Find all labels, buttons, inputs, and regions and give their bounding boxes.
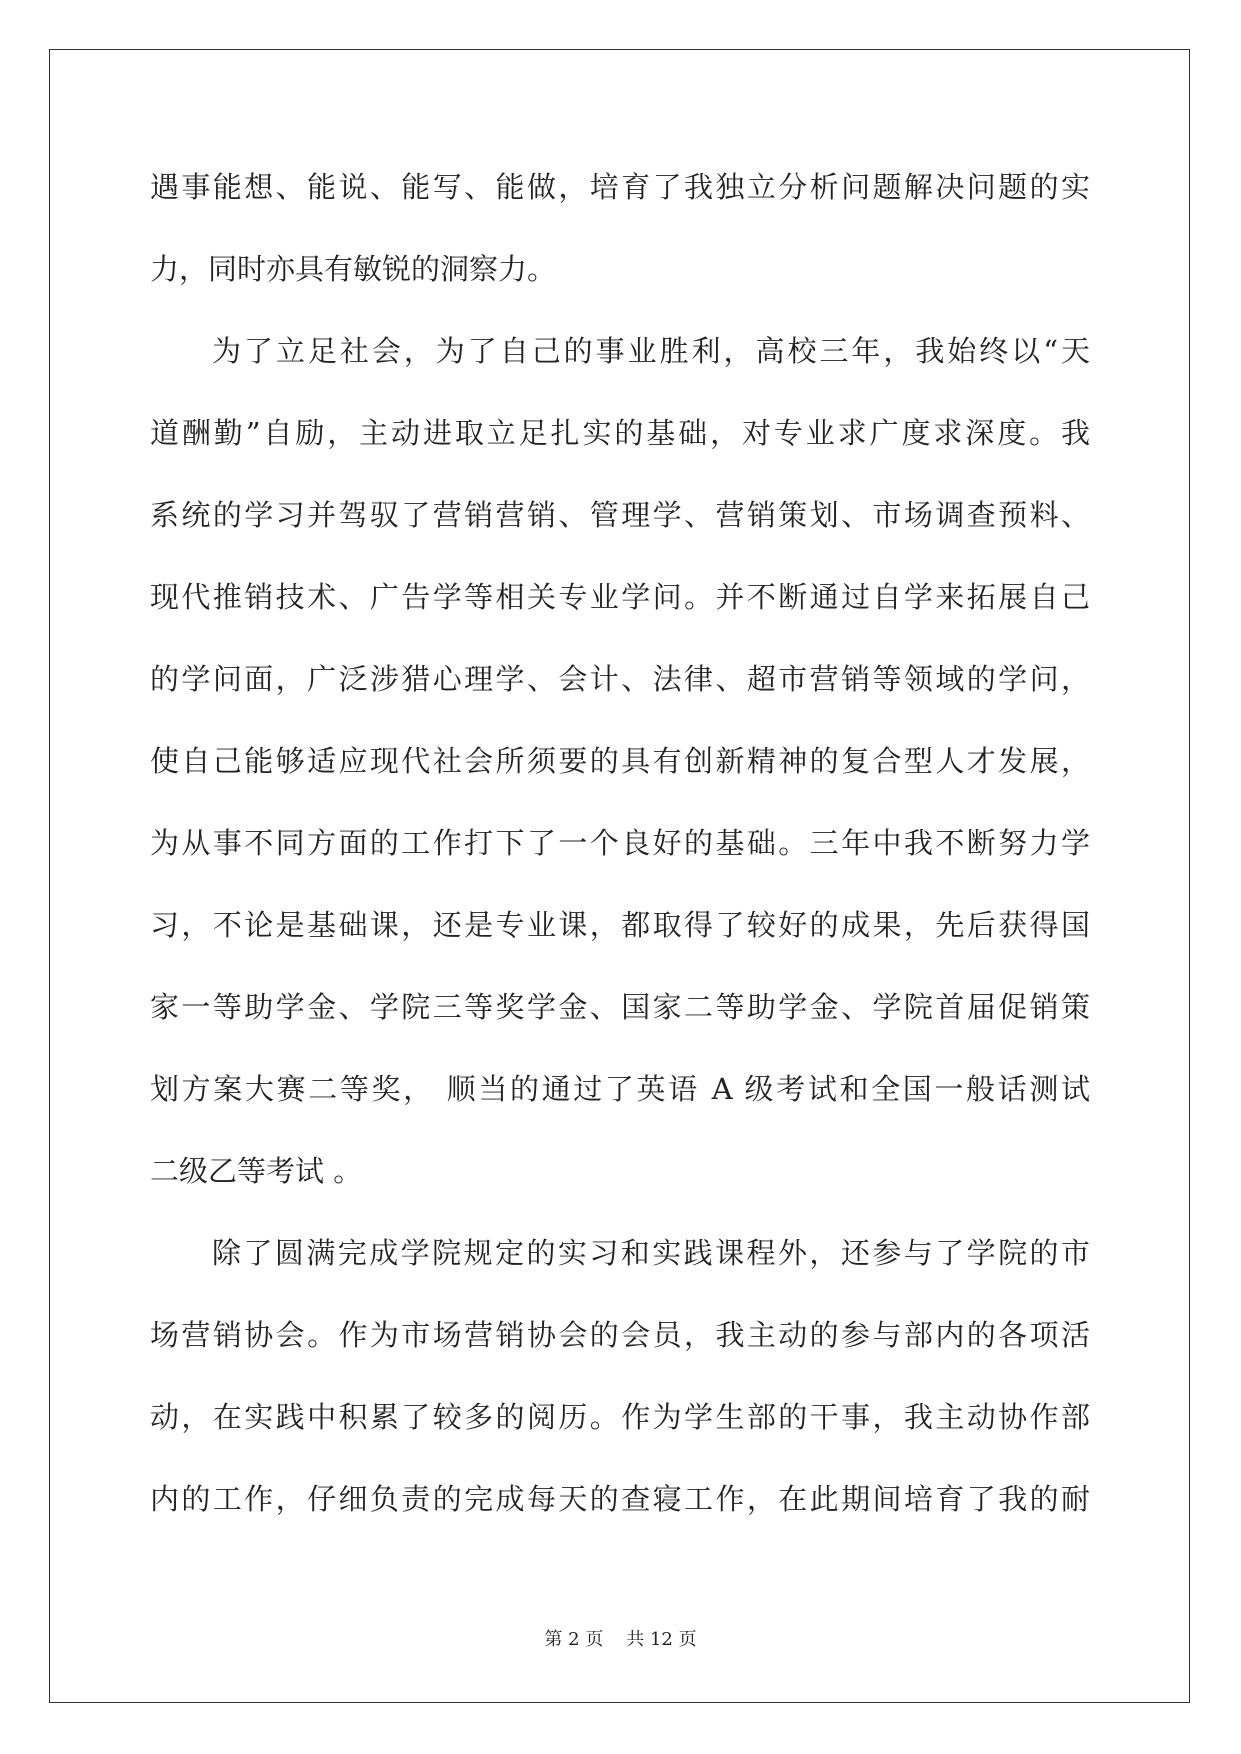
text-line: 二级乙等考试 。 <box>150 1154 363 1188</box>
paragraph-1 <box>150 167 1090 290</box>
document-body <box>150 167 1090 1520</box>
page-footer <box>0 1629 1241 1651</box>
text-line: 力，同时亦具有敏锐的洞察力。 <box>150 252 557 286</box>
text-line: 内的工作，仔细负责的完成每天的查寝工作，在此期间培育了我的耐 <box>150 1482 1090 1516</box>
text-line: 为从事不同方面的工作打下了一个良好的基础。三年中我不断努力学 <box>150 826 1090 860</box>
text-line: 除了圆满完成学院规定的实习和实践课程外，还参与了学院的市 <box>212 1236 1090 1270</box>
page-total: 共 12 页 <box>626 1629 697 1650</box>
paragraph-3 <box>150 1233 1090 1520</box>
text-line: 使自己能够适应现代社会所须要的具有创新精神的复合型人才发展， <box>150 744 1090 778</box>
text-line: 现代推销技术、广告学等相关专业学问。并不断通过自学来拓展自己 <box>150 580 1090 614</box>
text-line: 的学问面，广泛涉猎心理学、会计、法律、超市营销等领域的学问， <box>150 662 1090 696</box>
paragraph-2 <box>150 331 1090 1192</box>
text-line: 划方案大赛二等奖， 顺当的通过了英语 A 级考试和全国一般话测试 <box>150 1072 1090 1106</box>
text-line: 道酬勤”自励，主动进取立足扎实的基础，对专业求广度求深度。我 <box>150 416 1090 450</box>
text-line: 系统的学习并驾驭了营销营销、管理学、营销策划、市场调查预料、 <box>150 498 1090 532</box>
text-line: 家一等助学金、学院三等奖学金、国家二等助学金、学院首届促销策 <box>150 990 1090 1024</box>
text-line: 为了立足社会，为了自己的事业胜利，高校三年，我始终以“天 <box>212 334 1090 368</box>
text-line: 动，在实践中积累了较多的阅历。作为学生部的干事，我主动协作部 <box>150 1400 1090 1434</box>
page-number: 第 2 页 <box>544 1629 604 1650</box>
text-line: 习，不论是基础课，还是专业课，都取得了较好的成果，先后获得国 <box>150 908 1090 942</box>
text-line: 遇事能想、能说、能写、能做，培育了我独立分析问题解决问题的实 <box>150 170 1090 204</box>
text-line: 场营销协会。作为市场营销协会的会员，我主动的参与部内的各项活 <box>150 1318 1090 1352</box>
